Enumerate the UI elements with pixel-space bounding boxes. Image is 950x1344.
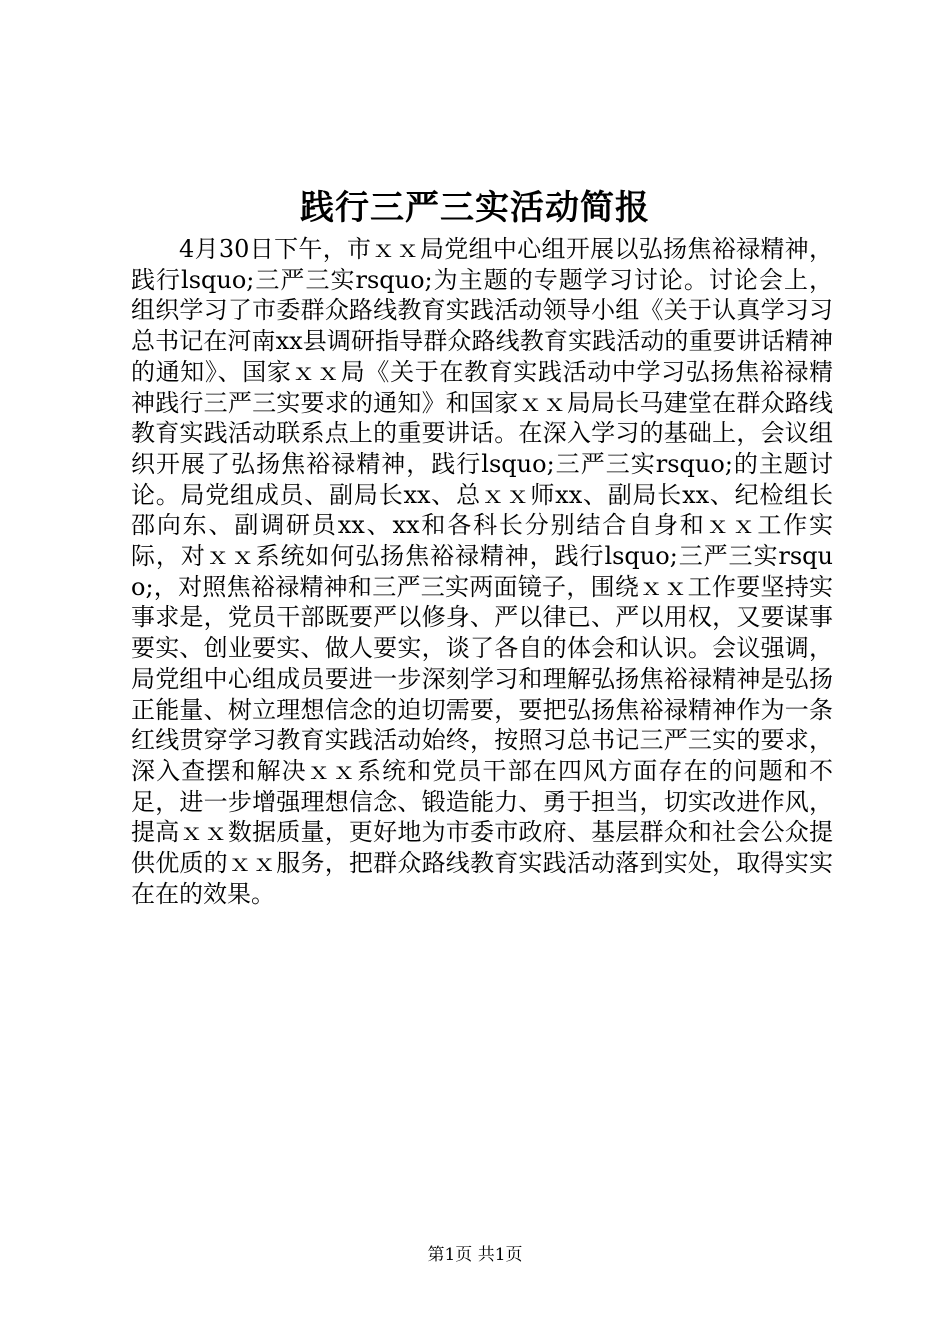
body-paragraph: 4月30日下午，市ｘｘ局党组中心组开展以弘扬焦裕禄精神，践行lsquo;三严三实rsquo;为主题的专题学习讨论。讨论会上，组织学习了市委群众路线教育实践活动领导小组《关于认真学习习总书记在河南xx县调研指导群众路线教育实践活动的重要讲话精神的通知》、国家ｘｘ局《关于在教育实践活动中学习弘扬焦裕禄精神践行三严三实要求的通知》和国家ｘｘ局局长马建堂在群众路线教育实践活动联系点上的重要讲话。在深入学习的基础上，会议组织开展了弘扬焦裕禄精神，践行lsquo;三严三实rsquo;的主题讨论。局党组成员、副局长xx、总ｘｘ师xx、副局长xx、纪检组长邵向东、副调研员xx、xx和各科长分别结合自身和ｘｘ工作实际，对ｘｘ系统如何弘扬焦裕禄精神，践行lsquo;三严三实rsquo;，对照焦裕禄精神和三严三实两面镜子，围绕ｘｘ工作要坚持实事求是，党员干部既要严以修身、严以律已、严以用权，又要谋事要实、创业要实、做人要实，谈了各自的体会和认识。会议强调，局党组中心组成员要进一步深刻学习和理解弘扬焦裕禄精神是弘扬正能量、树立理想信念的迫切需要，要把弘扬焦裕禄精神作为一条红线贯穿学习教育实践活动始终，按照习总书记三严三实的要求，深入查摆和解决ｘｘ系统和党员干部在四风方面存在的问题和不足，进一步增强理想信念、锻造能力、勇于担当，切实改进作风，提高ｘｘ数据质量，更好地为市委市政府、基层群众和社会公众提供优质的ｘｘ服务，把群众路线教育实践活动落到实处，取得实实在在的效果。: [131, 235, 833, 908]
document-title: 践行三严三实活动简报: [300, 188, 650, 228]
page-number-footer: 第1页 共1页: [427, 1245, 523, 1265]
